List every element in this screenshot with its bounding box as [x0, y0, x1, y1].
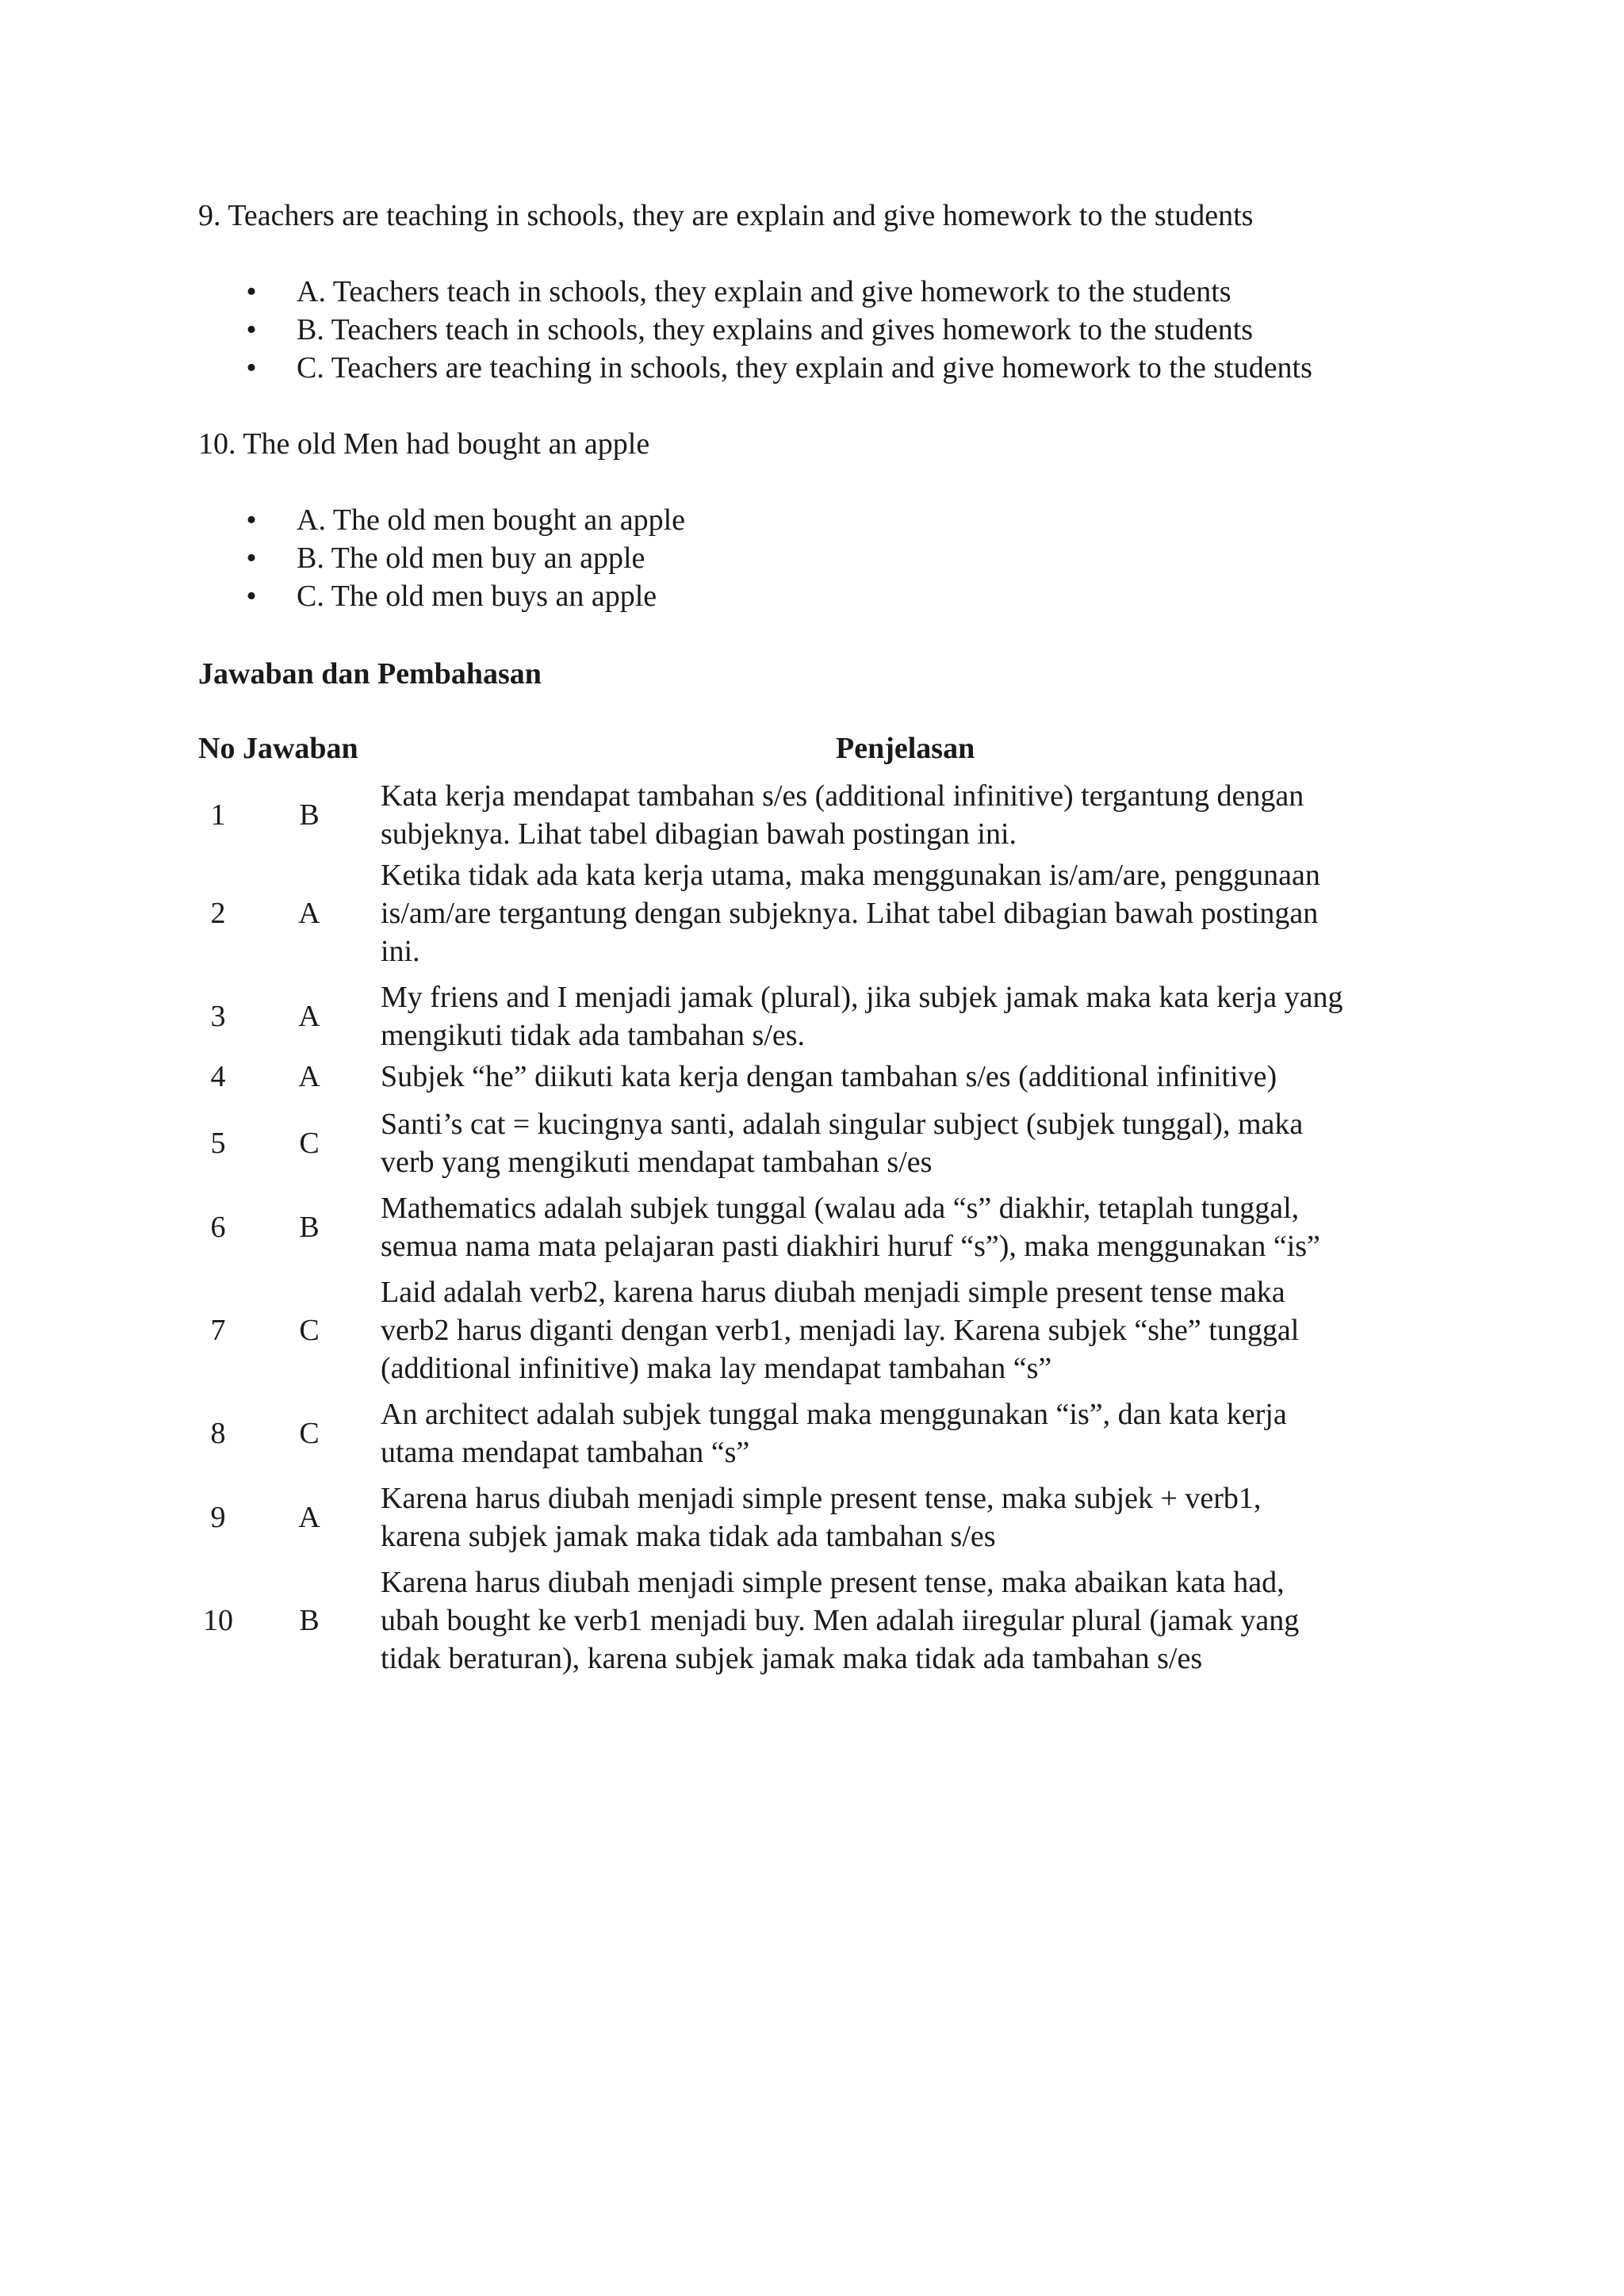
row-number: 10 [203, 1604, 233, 1637]
row-number: 8 [210, 1417, 226, 1450]
row-explanation [381, 1058, 1443, 1096]
explanation-line: ini. [381, 935, 420, 968]
bullet-icon: • [246, 503, 257, 537]
table-row [198, 1058, 1435, 1096]
row-answer: C [299, 1314, 320, 1347]
table-row [198, 1105, 1435, 1181]
question-9-options [246, 273, 1312, 387]
row-explanation [381, 1105, 1443, 1181]
row-answer: A [298, 1060, 320, 1093]
explanation-line: ubah bought ke verb1 menjadi buy. Men adalah iiregular plural (jamak yang [381, 1604, 1300, 1637]
option-text: C. The old men buys an apple [297, 580, 657, 613]
explanation-line: semua nama mata pelajaran pasti diakhiri huruf “s”), maka menggunakan “is” [381, 1230, 1320, 1263]
explanation-line: subjeknya. Lihat tabel dibagian bawah postingan ini. [381, 817, 1017, 851]
explanation-line: (additional infinitive) maka lay mendapat tambahan “s” [381, 1352, 1052, 1385]
row-answer: B [299, 798, 320, 832]
table-header-no-jawaban: No Jawaban [198, 732, 358, 765]
option-text: A. The old men bought an apple [297, 503, 686, 537]
bullet-icon: • [246, 313, 257, 346]
row-number: 9 [210, 1501, 226, 1534]
table-row [198, 1189, 1435, 1265]
option-item [246, 349, 1312, 387]
explanation-line: is/am/are tergantung dengan subjeknya. Lihat tabel dibagian bawah postingan [381, 897, 1319, 930]
row-number: 7 [210, 1314, 226, 1347]
question-10-options [246, 501, 685, 615]
explanation-line: verb yang mengikuti mendapat tambahan s/es [381, 1146, 933, 1179]
bullet-icon: • [246, 275, 257, 308]
row-explanation [381, 978, 1443, 1054]
row-explanation [381, 1479, 1443, 1556]
option-item [246, 311, 1312, 349]
row-number: 6 [210, 1211, 226, 1244]
table-row [198, 1479, 1435, 1556]
explanation-line: mengikuti tidak ada tambahan s/es. [381, 1019, 806, 1052]
option-item [246, 539, 685, 577]
question-10: 10. The old Men had bought an apple [198, 427, 650, 461]
row-explanation [381, 1563, 1443, 1678]
explanation-line: My friens and I menjadi jamak (plural), jika subjek jamak maka kata kerja yang [381, 981, 1343, 1014]
option-item [246, 273, 1312, 311]
row-explanation [381, 856, 1443, 970]
table-row [198, 856, 1435, 970]
question-9: 9. Teachers are teaching in schools, they are explain and give homework to the students [198, 199, 1254, 232]
table-row [198, 777, 1435, 853]
row-answer: A [298, 1000, 320, 1033]
row-answer: A [298, 1501, 320, 1534]
explanation-line: verb2 harus diganti dengan verb1, menjadi lay. Karena subjek “she” tunggal [381, 1314, 1300, 1347]
bullet-icon: • [246, 580, 257, 613]
explanation-line: karena subjek jamak maka tidak ada tambahan s/es [381, 1520, 996, 1553]
row-answer: C [299, 1417, 320, 1450]
option-text: C. Teachers are teaching in schools, they explain and give homework to the students [297, 351, 1312, 385]
row-explanation [381, 1395, 1443, 1471]
row-explanation [381, 1273, 1443, 1387]
option-text: B. Teachers teach in schools, they explains and gives homework to the students [297, 313, 1254, 346]
row-number: 5 [210, 1127, 226, 1160]
row-number: 1 [210, 798, 226, 832]
explanation-line: tidak beraturan), karena subjek jamak maka tidak ada tambahan s/es [381, 1642, 1203, 1675]
row-explanation [381, 777, 1443, 853]
option-item [246, 501, 685, 539]
section-title: Jawaban dan Pembahasan [198, 657, 542, 691]
table-row [198, 1395, 1435, 1471]
row-answer: A [298, 897, 320, 930]
explanation-line: Kata kerja mendapat tambahan s/es (additional infinitive) tergantung dengan [381, 779, 1304, 813]
option-text: B. The old men buy an apple [297, 541, 645, 575]
row-answer: B [299, 1604, 320, 1637]
table-row [198, 978, 1435, 1054]
row-number: 4 [210, 1060, 226, 1093]
explanation-line: Mathematics adalah subjek tunggal (walau ada “s” diakhir, tetaplah tunggal, [381, 1192, 1300, 1225]
explanation-line: utama mendapat tambahan “s” [381, 1436, 750, 1469]
explanation-line: Karena harus diubah menjadi simple present tense, maka abaikan kata had, [381, 1566, 1285, 1599]
row-explanation [381, 1189, 1443, 1265]
row-number: 2 [210, 897, 226, 930]
row-answer: B [299, 1211, 320, 1244]
row-answer: C [299, 1127, 320, 1160]
explanation-line: An architect adalah subjek tunggal maka menggunakan “is”, dan kata kerja [381, 1398, 1287, 1431]
explanation-line: Santi’s cat = kucingnya santi, adalah singular subject (subjek tunggal), maka [381, 1108, 1304, 1141]
explanation-line: Subjek “he” diikuti kata kerja dengan tambahan s/es (additional infinitive) [381, 1060, 1277, 1093]
bullet-icon: • [246, 351, 257, 385]
option-item [246, 577, 685, 615]
explanation-line: Karena harus diubah menjadi simple present tense, maka subjek + verb1, [381, 1482, 1262, 1515]
table-header-penjelasan: Penjelasan [836, 732, 975, 765]
table-row [198, 1273, 1435, 1387]
bullet-icon: • [246, 541, 257, 575]
table-row [198, 1563, 1435, 1678]
explanation-line: Laid adalah verb2, karena harus diubah menjadi simple present tense maka [381, 1276, 1285, 1309]
row-number: 3 [210, 1000, 226, 1033]
option-text: A. Teachers teach in schools, they explain and give homework to the students [297, 275, 1231, 308]
explanation-line: Ketika tidak ada kata kerja utama, maka menggunakan is/am/are, penggunaan [381, 859, 1320, 892]
